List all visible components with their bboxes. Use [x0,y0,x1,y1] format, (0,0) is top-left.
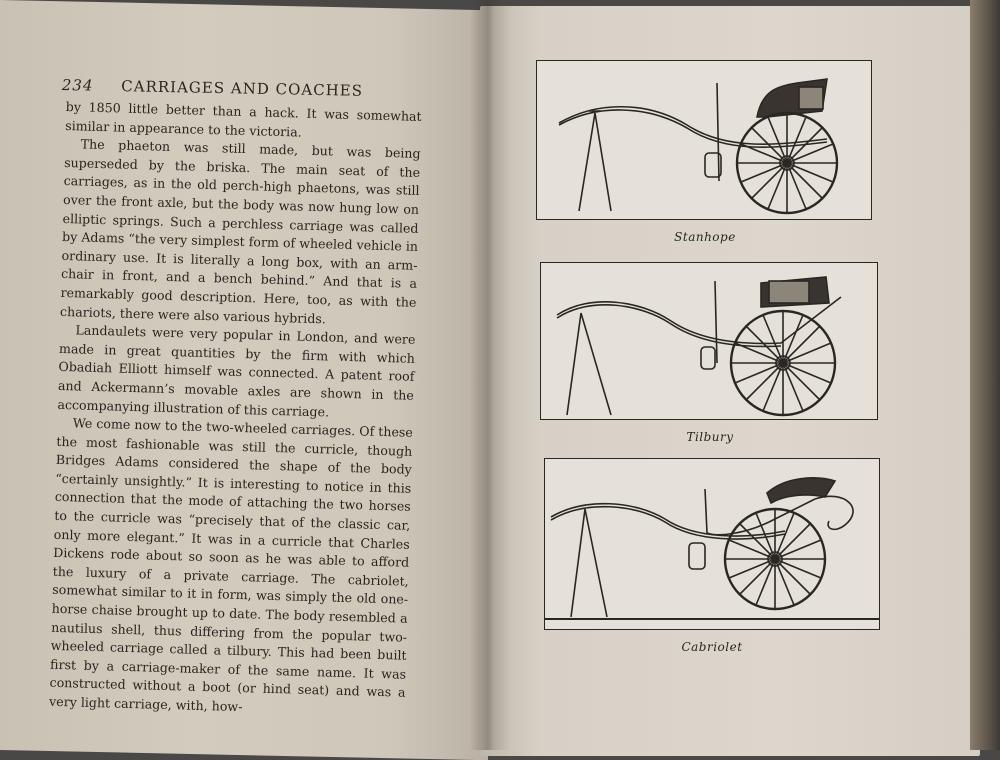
tilbury-illustration [541,263,877,419]
figure-cabriolet [544,458,880,630]
page-edges [970,0,1000,750]
paragraph: Landaulets were very popular in London, and were made in great quantities by the firm with which Obadiah Elliott himself was connected. A patent roof and Ackermann’s movable axles are shown in the accompanying illustration of this carriage. [57,322,416,419]
body-text [49,98,422,721]
paragraph: We come now to the two-wheeled carriages. Of these the most fashionable was still the curricle, though Bridges Adams considered the shape of the body “certainly unsightly.” It is interesting to notice in this connection that the mode of attaching the two horses to the curricle was “precisely that of the classic car, only more elegant.” It was in a curricle that Charles Dickens rode about so soon as he was able to afford the luxury of a private carriage. The cabriolet, somewhat similar to it in form, was simply the old one-horse chaise brought up to date. The body resembled a nautilus shell, thus differing from the popular two-wheeled carriage called a tilbury. This had been built first by a carriage-maker of the same name. It was constructed without a boot (or hind seat) and was a very light carriage, with, how- [48,415,414,715]
figure-tilbury [540,262,878,420]
book-gutter [470,0,510,750]
cabriolet-illustration [545,459,879,629]
stanhope-illustration [537,61,871,219]
page-header-title: CARRIAGES AND COACHES [121,77,364,100]
figure-stanhope [536,60,872,220]
caption-tilbury: Tilbury [686,430,734,444]
page-number: 234 [61,76,94,95]
caption-cabriolet: Cabriolet [681,640,743,654]
paragraph: The phaeton was still made, but was being superseded by the briska. The main seat of the carriages, as in the old perch-high phaetons, was still over the front axle, but the body was now hung low on elliptic springs. Such a perchless carriage was called by Adams “the very simplest form of wheeled vehicle in ordinary use. It is literally a long box, with an arm-chair in front, and a bench behind.” And that is a remarkably good description. Here, too, as with the chariots, there were also various hybrids. [59,136,421,326]
paragraph: by 1850 little better than a hack. It was somewhat similar in appearance to the victoria. [65,98,422,140]
caption-stanhope: Stanhope [674,230,736,244]
